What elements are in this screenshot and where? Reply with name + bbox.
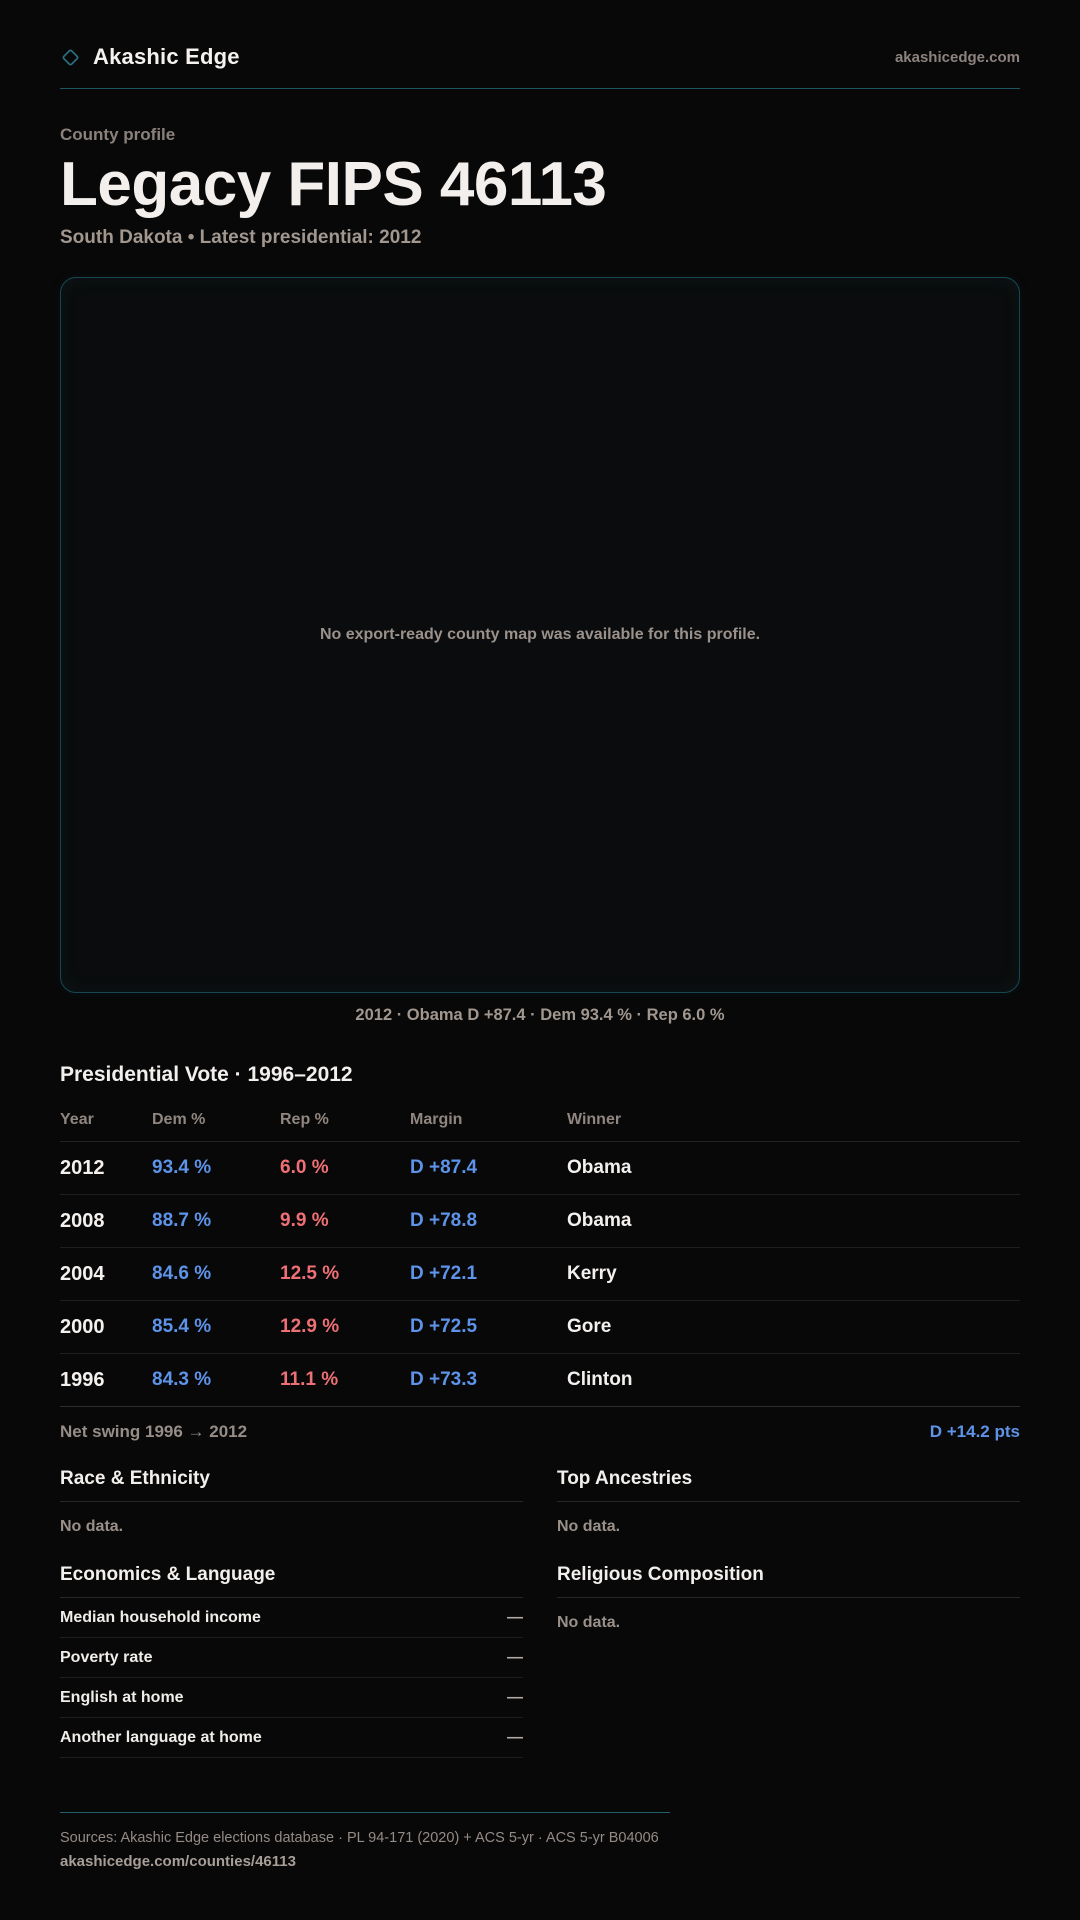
table-row <box>60 1248 1020 1301</box>
section-top-ancestries <box>557 1468 1020 1536</box>
stat-label: Poverty rate <box>60 1648 153 1666</box>
map-caption: 2012 · Obama D +87.4 · Dem 93.4 % · Rep 6.0 % <box>355 1006 725 1025</box>
race-no-data-text: No data. <box>60 1518 124 1536</box>
cell-rep: 12.9 % <box>280 1316 340 1338</box>
footer-permalink[interactable]: akashicedge.com/counties/46113 <box>60 1853 296 1871</box>
cell-winner: Clinton <box>567 1369 633 1391</box>
cell-margin: D +73.3 <box>410 1369 478 1391</box>
net-swing-value: D +14.2 pts <box>929 1422 1020 1442</box>
table-row <box>60 1354 1020 1407</box>
cell-dem: 93.4 % <box>152 1157 212 1179</box>
cell-rep: 11.1 % <box>280 1369 339 1391</box>
religion-no-data-text: No data. <box>557 1614 621 1632</box>
column-header-dem: Dem % <box>152 1111 206 1129</box>
cell-year: 2000 <box>60 1315 105 1338</box>
cell-dem: 88.7 % <box>152 1210 212 1232</box>
cell-dem: 84.3 % <box>152 1369 212 1391</box>
cell-year: 2008 <box>60 1209 105 1232</box>
presidential-vote-table <box>60 1099 1020 1407</box>
footer-sources-text: Sources: Akashic Edge elections database · PL 94-171 (2020) + ACS 5-yr · ACS 5-yr B04006 <box>60 1830 659 1847</box>
stat-value: — <box>507 1728 523 1746</box>
cell-margin: D +72.1 <box>410 1263 478 1285</box>
cell-dem: 84.6 % <box>152 1263 212 1285</box>
vote-table-title: Presidential Vote · 1996–2012 <box>60 1063 353 1087</box>
county-map-card <box>60 277 1020 993</box>
cell-margin: D +78.8 <box>410 1210 478 1232</box>
diamond-logo-icon <box>60 47 81 68</box>
column-header-rep: Rep % <box>280 1111 329 1129</box>
stat-value: — <box>507 1648 523 1666</box>
page-subtitle: South Dakota • Latest presidential: 2012 <box>60 227 422 249</box>
table-row <box>60 1142 1020 1195</box>
site-domain-link[interactable]: akashicedge.com <box>894 48 1020 66</box>
cell-margin: D +72.5 <box>410 1316 478 1338</box>
cell-winner: Obama <box>567 1157 632 1179</box>
vote-table-header-row <box>60 1099 1020 1142</box>
section-title-ancestries: Top Ancestries <box>557 1468 1020 1502</box>
brand-logo[interactable] <box>60 44 240 70</box>
page-title: Legacy FIPS 46113 <box>60 150 607 219</box>
net-swing-row <box>60 1407 1020 1452</box>
stat-value: — <box>507 1608 523 1626</box>
demographic-sections <box>60 1468 1020 1758</box>
cell-winner: Obama <box>567 1210 632 1232</box>
cell-rep: 6.0 % <box>280 1157 329 1179</box>
cell-winner: Gore <box>567 1316 612 1338</box>
column-header-year: Year <box>60 1111 94 1129</box>
section-title-economics: Economics & Language <box>60 1564 523 1598</box>
cell-year: 2004 <box>60 1262 105 1285</box>
cell-margin: D +87.4 <box>410 1157 478 1179</box>
table-row <box>60 1301 1020 1354</box>
list-item <box>60 1598 523 1638</box>
column-header-winner: Winner <box>567 1111 622 1129</box>
section-title-race: Race & Ethnicity <box>60 1468 523 1502</box>
column-header-margin: Margin <box>410 1111 463 1129</box>
list-item <box>60 1718 523 1758</box>
table-row <box>60 1195 1020 1248</box>
section-title-religion: Religious Composition <box>557 1564 1020 1598</box>
cell-rep: 12.5 % <box>280 1263 340 1285</box>
cell-dem: 85.4 % <box>152 1316 212 1338</box>
section-economics-language <box>60 1564 523 1758</box>
stat-label: Another language at home <box>60 1728 262 1746</box>
map-placeholder-text: No export-ready county map was available for this profile. <box>319 626 761 644</box>
ancestries-no-data-text: No data. <box>557 1518 621 1536</box>
brand-name: Akashic Edge <box>93 44 240 69</box>
cell-winner: Kerry <box>567 1263 617 1285</box>
cell-rep: 9.9 % <box>280 1210 329 1232</box>
eyebrow-label: County profile <box>60 125 176 144</box>
list-item <box>60 1678 523 1718</box>
site-header <box>60 44 1020 89</box>
page-footer <box>60 1812 1020 1870</box>
stat-label: English at home <box>60 1688 184 1706</box>
cell-year: 2012 <box>60 1156 105 1179</box>
net-swing-label: Net swing 1996 → 2012 <box>60 1422 248 1442</box>
stat-value: — <box>507 1688 523 1706</box>
list-item <box>60 1638 523 1678</box>
footer-divider <box>60 1812 670 1813</box>
cell-year: 1996 <box>60 1368 105 1391</box>
section-religious-composition <box>557 1564 1020 1758</box>
stat-label: Median household income <box>60 1608 261 1626</box>
section-race-ethnicity <box>60 1468 523 1536</box>
